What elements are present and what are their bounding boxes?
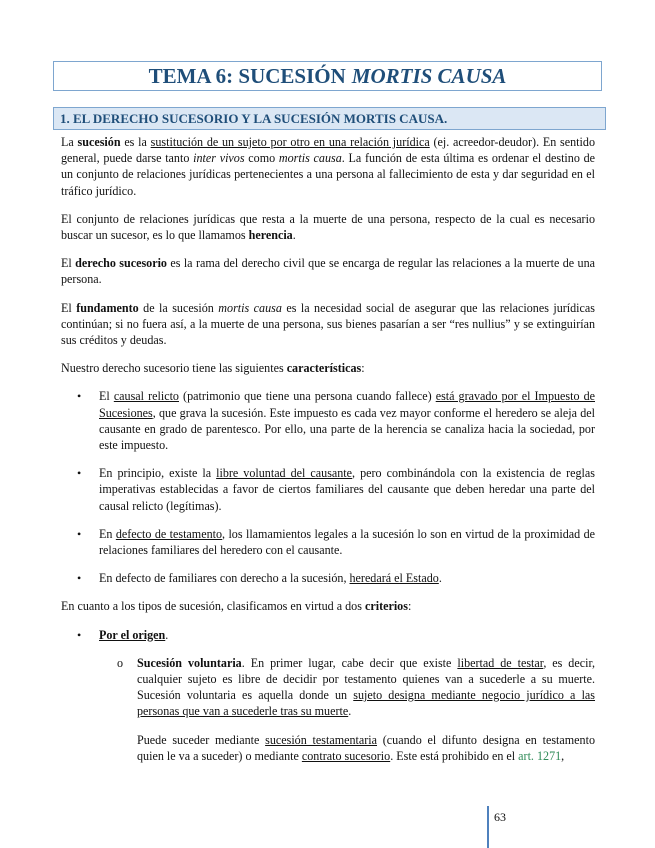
term-sucesion: sucesión (77, 135, 121, 149)
text: (cuando el difunto designa en testamento quien le va a suceder) o mediante (137, 732, 595, 763)
paragraph-criterios (61, 598, 595, 614)
underlined-text: causal relicto (113, 389, 179, 404)
bullet-icon: • (77, 389, 82, 404)
text: El (61, 256, 76, 271)
bullet-icon: • (77, 571, 82, 586)
text: El conjunto de relaciones jurídicas que resta a la muerte de una persona, respecto de la cual es necesario buscar un sucesor, es lo que llamamos (61, 211, 595, 243)
text: El (61, 300, 77, 315)
underlined-text: contrato sucesorio (301, 748, 391, 763)
paragraph-herencia (61, 211, 595, 243)
bullet-icon: • (77, 627, 82, 642)
text: . (348, 704, 352, 719)
text: La (61, 135, 78, 149)
text: , pero combinándola con la existencia de reglas imperativas establecidas a favor de ciertos familiares del causante que deben heredar una parte del causal relicto (legítimas). (99, 466, 595, 513)
text: . La función de esta última es ordenar el destino de un conjunto de relaciones jurídicas pertenecientes a una persona al fallecimiento de esta y dar seguridad en el tráfico jurídico. (61, 151, 596, 198)
text: de la sucesión (138, 300, 219, 315)
text: (patrimonio que tiene una persona cuando fallece) (178, 389, 436, 404)
underlined-text: defecto de testamento (115, 526, 223, 541)
text: , (561, 748, 565, 763)
term-fundamento: fundamento (76, 300, 139, 315)
text: , los llamamientos legales a la sucesión lo son en virtud de la proximidad de relaciones familiares del heredero con el causante. (99, 526, 595, 558)
list-item (61, 388, 595, 453)
criterion-origen: Por el origen (99, 627, 166, 642)
paragraph-fundamento (61, 300, 595, 349)
body-content (61, 134, 595, 776)
text: , es decir, cualquier sujeto es libre de decidir por testamento quienes van a sucederle a su muerte. Sucesión voluntaria es aquella donde un (137, 655, 596, 703)
text: En principio, existe la (99, 466, 217, 481)
page-number: 63 (494, 810, 506, 824)
text: En defecto de familiares con derecho a la sucesión, (99, 571, 350, 586)
underlined-text: libertad de testar (457, 655, 544, 670)
text: como (244, 151, 279, 166)
text: Puede suceder mediante (137, 732, 266, 747)
list-item (61, 627, 595, 643)
underlined-text: sucesión testamentaria (265, 732, 378, 747)
paragraph-derecho-sucesorio (61, 255, 595, 287)
text: (ej. acreedor-deudor). En sentido general, puede darse tanto (61, 135, 595, 166)
article-link[interactable]: art. 1271 (518, 748, 562, 763)
italic-text: mortis causa (218, 300, 282, 315)
italic-text: inter vivos (193, 151, 245, 166)
criteria-list (61, 627, 595, 643)
italic-text: mortis causa (278, 151, 342, 166)
list-item (61, 465, 595, 514)
text: . (165, 627, 169, 642)
text: . En primer lugar, cabe decir que existe (241, 655, 458, 670)
characteristics-list (61, 388, 595, 586)
page-title (53, 61, 602, 91)
list-item (61, 526, 595, 558)
text: es la necesidad social de asegurar que las relaciones jurídicas continúan; si no fuera así, a la muerte de una persona, sus bienes pasarían a ser “res nullius” y se extinguirían sus créditos y deudas. (61, 300, 595, 348)
text: es la (120, 135, 151, 149)
underlined-text: sustitución de un sujeto por otro en una relación jurídica (150, 135, 430, 149)
term-voluntaria: Sucesión voluntaria (137, 655, 242, 670)
footer-divider (487, 806, 489, 848)
underlined-text: está gravado por el Impuesto de Sucesiones (99, 389, 595, 420)
term-criterios: criterios (364, 599, 408, 614)
section-heading-text: 1. EL DERECHO SUCESORIO Y LA SUCESIÓN MORTIS CAUSA. (60, 110, 448, 126)
text: . (438, 571, 442, 586)
paragraph-caracteristicas (61, 360, 595, 376)
section-heading (53, 107, 606, 130)
text: . (292, 228, 296, 243)
paragraph-sucesion (61, 134, 595, 199)
text: : (361, 361, 365, 376)
term-caracteristicas: características (286, 361, 362, 376)
underlined-text: libre voluntad del causante (216, 466, 353, 481)
list-item (61, 570, 595, 586)
text: En cuanto a los tipos de sucesión, clasificamos en virtud a dos (61, 599, 365, 614)
paragraph-puede-suceder (137, 732, 595, 764)
title-italic: MORTIS CAUSA (351, 63, 507, 88)
paragraph-voluntaria (137, 655, 595, 720)
term-herencia: herencia (248, 228, 293, 243)
sub-item-voluntaria (61, 655, 595, 764)
sub-bullet-icon: o (117, 655, 124, 670)
term-derecho-sucesorio: derecho sucesorio (75, 256, 167, 271)
text: es la rama del derecho civil que se encarga de regular las relaciones a la muerte de una persona. (61, 256, 595, 287)
text: , que grava la sucesión. Este impuesto es cada vez mayor conforme el heredero se aleja del causante en grado de parentesco. Por ello, una parte de la herencia se canaliza hacia la sociedad, por este impuesto. (99, 405, 595, 453)
text: : (407, 599, 412, 614)
text: Nuestro derecho sucesorio tiene las siguientes (61, 361, 287, 376)
text: En (99, 526, 116, 541)
underlined-text: heredará el Estado (349, 571, 439, 586)
title-main: TEMA 6: SUCESIÓN (148, 63, 346, 88)
bullet-icon: • (77, 526, 82, 541)
bullet-icon: • (77, 466, 82, 481)
text: El (99, 389, 114, 404)
underlined-text: sujeto designa mediante negocio jurídico a las personas que van a sucederle tras su muerte (137, 688, 596, 719)
text: . Este está prohibido en el (390, 748, 519, 763)
